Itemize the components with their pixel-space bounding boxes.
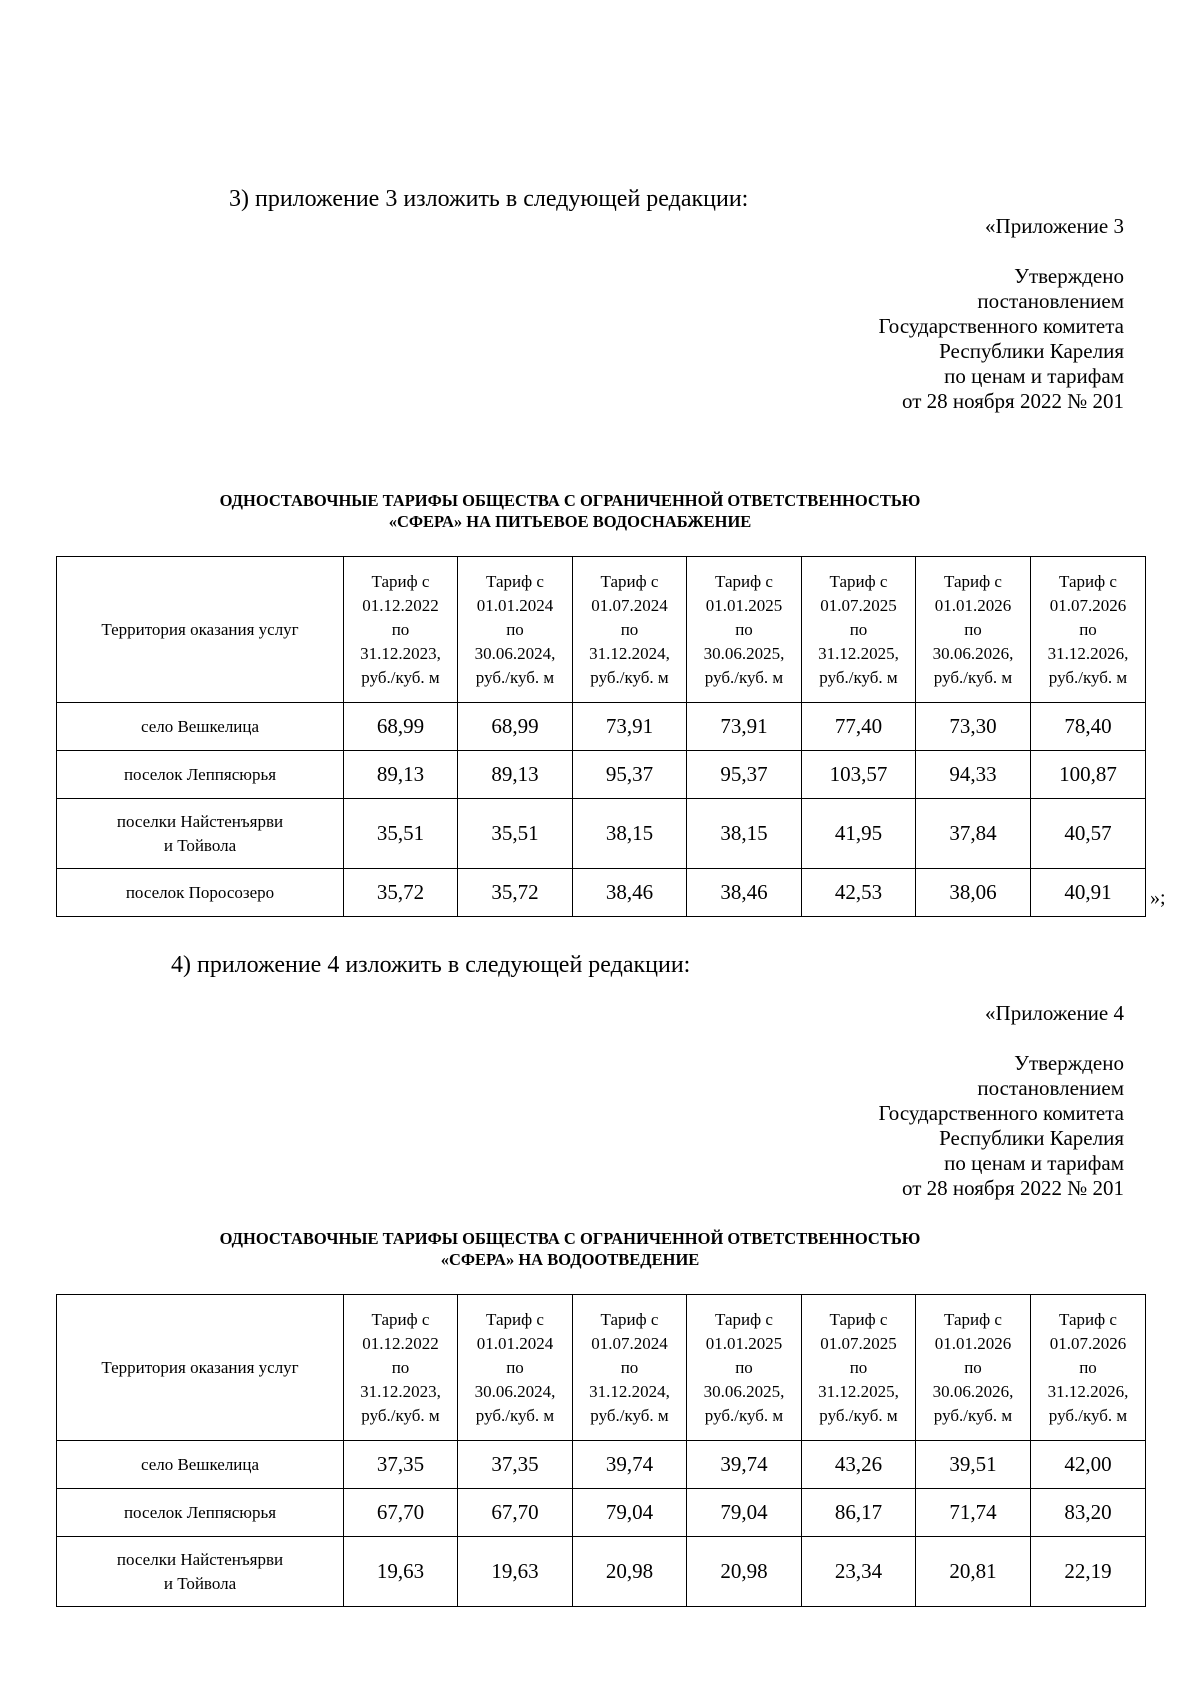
header-line: 31.12.2025, <box>818 1381 899 1401</box>
tariff-cell: 35,72 <box>458 869 573 917</box>
tariff-cell: 38,46 <box>573 869 687 917</box>
table-row <box>57 869 1146 917</box>
header-line: 01.07.2024 <box>591 595 668 615</box>
header-line: по <box>1079 619 1097 639</box>
tariff-cell: 19,63 <box>458 1537 573 1607</box>
header-line: 30.06.2025, <box>703 1381 785 1401</box>
closing-quote-mark: »; <box>1150 887 1166 909</box>
header-line: руб./куб. м <box>704 1405 784 1425</box>
territory-cell: поселок Леппясюрья <box>57 1489 344 1537</box>
header-line: 30.06.2025, <box>703 643 785 663</box>
approval-line: постановлением <box>977 1076 1124 1100</box>
title-line: «СФЕРА» НА ВОДООТВЕДЕНИЕ <box>440 1250 700 1269</box>
tariff-cell: 19,63 <box>344 1537 458 1607</box>
period-column-header <box>802 557 916 703</box>
header-line: руб./куб. м <box>590 667 669 687</box>
header-line: по <box>506 1357 524 1377</box>
tariff-cell: 38,15 <box>573 799 687 869</box>
header-line: руб./куб. м <box>933 1405 1013 1425</box>
header-line: по <box>964 1357 982 1377</box>
approval-line: Утверждено <box>1014 264 1124 288</box>
tariff-cell: 89,13 <box>458 751 573 799</box>
approval-line: Республики Карелия <box>939 339 1124 363</box>
header-line: по <box>391 1357 410 1377</box>
header-line: 31.12.2024, <box>589 1381 670 1401</box>
tariff-cell: 35,51 <box>458 799 573 869</box>
territory-column-header: Территория оказания услуг <box>57 1295 344 1441</box>
period-column-header <box>573 1295 687 1441</box>
tariff-cell: 94,33 <box>916 751 1031 799</box>
appendix4-table-title <box>140 1228 1000 1270</box>
header-line: по <box>391 619 410 639</box>
header-line: 30.06.2024, <box>474 1381 556 1401</box>
period-column-header <box>344 557 458 703</box>
header-line: по <box>964 619 982 639</box>
header-line: 31.12.2026, <box>1047 1381 1129 1401</box>
tariff-cell: 23,34 <box>802 1537 916 1607</box>
period-column-header <box>1031 557 1146 703</box>
header-line: руб./куб. м <box>361 667 440 687</box>
period-column-header <box>458 1295 573 1441</box>
territory-line: поселки Найстенъярви <box>116 1549 284 1569</box>
header-line: 31.12.2023, <box>360 1381 441 1401</box>
header-line: Тариф с <box>600 1309 659 1329</box>
tariff-cell: 73,30 <box>916 703 1031 751</box>
header-line: 01.07.2025 <box>820 1333 897 1353</box>
table-header-row <box>57 1295 1146 1441</box>
header-line: 01.01.2024 <box>476 1333 554 1353</box>
appendix3-tariff-table <box>56 556 1146 917</box>
period-column-header <box>458 557 573 703</box>
header-line: Тариф с <box>715 1309 773 1329</box>
appendix4-tariff-table <box>56 1294 1146 1607</box>
tariff-cell: 73,91 <box>573 703 687 751</box>
title-line: ОДНОСТАВОЧНЫЕ ТАРИФЫ ОБЩЕСТВА С ОГРАНИЧЕННОЙ ОТВЕТСТВЕННОСТЬЮ <box>219 1229 921 1248</box>
tariff-cell: 20,98 <box>687 1537 802 1607</box>
header-line: по <box>735 1357 753 1377</box>
table-row <box>57 1489 1146 1537</box>
header-line: по <box>1079 1357 1097 1377</box>
header-line: руб./куб. м <box>933 667 1013 687</box>
period-column-header <box>916 1295 1031 1441</box>
header-line: руб./куб. м <box>475 1405 555 1425</box>
header-line: Тариф с <box>944 571 1002 591</box>
tariff-cell: 89,13 <box>344 751 458 799</box>
header-line: руб./куб. м <box>819 667 898 687</box>
header-line: Тариф с <box>486 1309 544 1329</box>
header-line: 01.01.2026 <box>934 595 1012 615</box>
tariff-cell: 86,17 <box>802 1489 916 1537</box>
territory-cell <box>57 1537 344 1607</box>
tariff-cell: 79,04 <box>687 1489 802 1537</box>
header-line: 30.06.2024, <box>474 643 556 663</box>
period-column-header <box>802 1295 916 1441</box>
title-line: «СФЕРА» НА ПИТЬЕВОЕ ВОДОСНАБЖЕНИЕ <box>388 512 752 531</box>
tariff-cell: 20,81 <box>916 1537 1031 1607</box>
table-row <box>57 1441 1146 1489</box>
header-line: руб./куб. м <box>361 1405 440 1425</box>
title-line: ОДНОСТАВОЧНЫЕ ТАРИФЫ ОБЩЕСТВА С ОГРАНИЧЕННОЙ ОТВЕТСТВЕННОСТЬЮ <box>219 491 921 510</box>
tariff-cell: 35,72 <box>344 869 458 917</box>
tariff-cell: 37,84 <box>916 799 1031 869</box>
tariff-cell: 100,87 <box>1031 751 1146 799</box>
tariff-cell: 22,19 <box>1031 1537 1146 1607</box>
header-line: по <box>735 619 753 639</box>
header-line: по <box>620 619 639 639</box>
tariff-cell: 78,40 <box>1031 703 1146 751</box>
period-column-header <box>687 1295 802 1441</box>
header-line: 01.01.2024 <box>476 595 554 615</box>
tariff-cell: 68,99 <box>344 703 458 751</box>
territory-cell: поселок Поросозеро <box>57 869 344 917</box>
appendix4-label: «Приложение 4 <box>985 1001 1124 1025</box>
header-line: Тариф с <box>1059 1309 1117 1329</box>
header-line: 01.01.2025 <box>705 1333 783 1353</box>
header-line: по <box>506 619 524 639</box>
tariff-cell: 40,91 <box>1031 869 1146 917</box>
header-line: Тариф с <box>715 571 773 591</box>
header-line: 01.07.2026 <box>1049 595 1127 615</box>
header-line: Тариф с <box>600 571 659 591</box>
tariff-cell: 67,70 <box>344 1489 458 1537</box>
territory-cell: село Вешкелица <box>57 1441 344 1489</box>
appendix4-heading: 4) приложение 4 изложить в следующей редакции: <box>171 952 691 978</box>
tariff-cell: 38,06 <box>916 869 1031 917</box>
tariff-cell: 95,37 <box>573 751 687 799</box>
approval-line: постановлением <box>977 289 1124 313</box>
header-line: 30.06.2026, <box>932 643 1014 663</box>
header-line: Тариф с <box>371 1309 430 1329</box>
territory-line: и Тойвола <box>163 1573 237 1593</box>
period-column-header <box>687 557 802 703</box>
header-line: 31.12.2025, <box>818 643 899 663</box>
tariff-cell: 67,70 <box>458 1489 573 1537</box>
tariff-cell: 38,15 <box>687 799 802 869</box>
tariff-cell: 103,57 <box>802 751 916 799</box>
tariff-cell: 77,40 <box>802 703 916 751</box>
header-line: Тариф с <box>829 1309 888 1329</box>
tariff-cell: 38,46 <box>687 869 802 917</box>
tariff-cell: 95,37 <box>687 751 802 799</box>
header-line: руб./куб. м <box>819 1405 898 1425</box>
tariff-cell: 40,57 <box>1031 799 1146 869</box>
appendix3-approval-block <box>624 214 1124 414</box>
period-column-header <box>916 557 1031 703</box>
territory-line: и Тойвола <box>163 835 237 855</box>
table-row <box>57 751 1146 799</box>
header-line: руб./куб. м <box>704 667 784 687</box>
tariff-cell: 39,74 <box>573 1441 687 1489</box>
header-line: Тариф с <box>1059 571 1117 591</box>
table-row <box>57 1537 1146 1607</box>
approval-line: по ценам и тарифам <box>944 1151 1124 1175</box>
tariff-cell: 41,95 <box>802 799 916 869</box>
territory-cell: село Вешкелица <box>57 703 344 751</box>
approval-line: от 28 ноября 2022 № 201 <box>901 1176 1124 1200</box>
tariff-cell: 73,91 <box>687 703 802 751</box>
tariff-cell: 35,51 <box>344 799 458 869</box>
period-column-header <box>573 557 687 703</box>
approval-line: Утверждено <box>1014 1051 1124 1075</box>
tariff-cell: 83,20 <box>1031 1489 1146 1537</box>
header-line: 01.07.2026 <box>1049 1333 1127 1353</box>
header-line: руб./куб. м <box>475 667 555 687</box>
header-line: 01.07.2024 <box>591 1333 668 1353</box>
header-line: 31.12.2026, <box>1047 643 1129 663</box>
header-line: руб./куб. м <box>590 1405 669 1425</box>
period-column-header <box>344 1295 458 1441</box>
header-line: 01.01.2025 <box>705 595 783 615</box>
territory-column-header: Территория оказания услуг <box>57 557 344 703</box>
territory-cell <box>57 799 344 869</box>
tariff-cell: 39,51 <box>916 1441 1031 1489</box>
approval-line: Государственного комитета <box>878 1101 1124 1125</box>
approval-line: от 28 ноября 2022 № 201 <box>901 389 1124 413</box>
tariff-cell: 37,35 <box>344 1441 458 1489</box>
header-line: Тариф с <box>486 571 544 591</box>
header-line: 01.12.2022 <box>362 595 439 615</box>
approval-line: по ценам и тарифам <box>944 364 1124 388</box>
header-line: по <box>849 619 868 639</box>
header-line: 31.12.2023, <box>360 643 441 663</box>
header-line: 01.07.2025 <box>820 595 897 615</box>
tariff-cell: 71,74 <box>916 1489 1031 1537</box>
tariff-cell: 37,35 <box>458 1441 573 1489</box>
approval-line: Республики Карелия <box>939 1126 1124 1150</box>
table-row <box>57 799 1146 869</box>
tariff-cell: 20,98 <box>573 1537 687 1607</box>
tariff-cell: 43,26 <box>802 1441 916 1489</box>
header-line: 01.12.2022 <box>362 1333 439 1353</box>
period-column-header <box>1031 1295 1146 1441</box>
territory-line: поселки Найстенъярви <box>116 811 284 831</box>
header-line: 30.06.2026, <box>932 1381 1014 1401</box>
tariff-cell: 42,00 <box>1031 1441 1146 1489</box>
appendix3-heading: 3) приложение 3 изложить в следующей редакции: <box>229 186 749 212</box>
tariff-cell: 42,53 <box>802 869 916 917</box>
tariff-cell: 79,04 <box>573 1489 687 1537</box>
approval-line: Государственного комитета <box>878 314 1124 338</box>
header-line: 31.12.2024, <box>589 643 670 663</box>
territory-cell: поселок Леппясюрья <box>57 751 344 799</box>
header-line: руб./куб. м <box>1048 1405 1128 1425</box>
tariff-cell: 68,99 <box>458 703 573 751</box>
header-line: по <box>849 1357 868 1377</box>
header-line: по <box>620 1357 639 1377</box>
tariff-cell: 39,74 <box>687 1441 802 1489</box>
header-line: руб./куб. м <box>1048 667 1128 687</box>
header-line: Тариф с <box>944 1309 1002 1329</box>
appendix3-label: «Приложение 3 <box>985 214 1124 238</box>
header-line: Тариф с <box>829 571 888 591</box>
table-header-row <box>57 557 1146 703</box>
table-row <box>57 703 1146 751</box>
appendix4-approval-block <box>624 1001 1124 1201</box>
header-line: 01.01.2026 <box>934 1333 1012 1353</box>
header-line: Тариф с <box>371 571 430 591</box>
appendix3-table-title <box>140 490 1000 532</box>
